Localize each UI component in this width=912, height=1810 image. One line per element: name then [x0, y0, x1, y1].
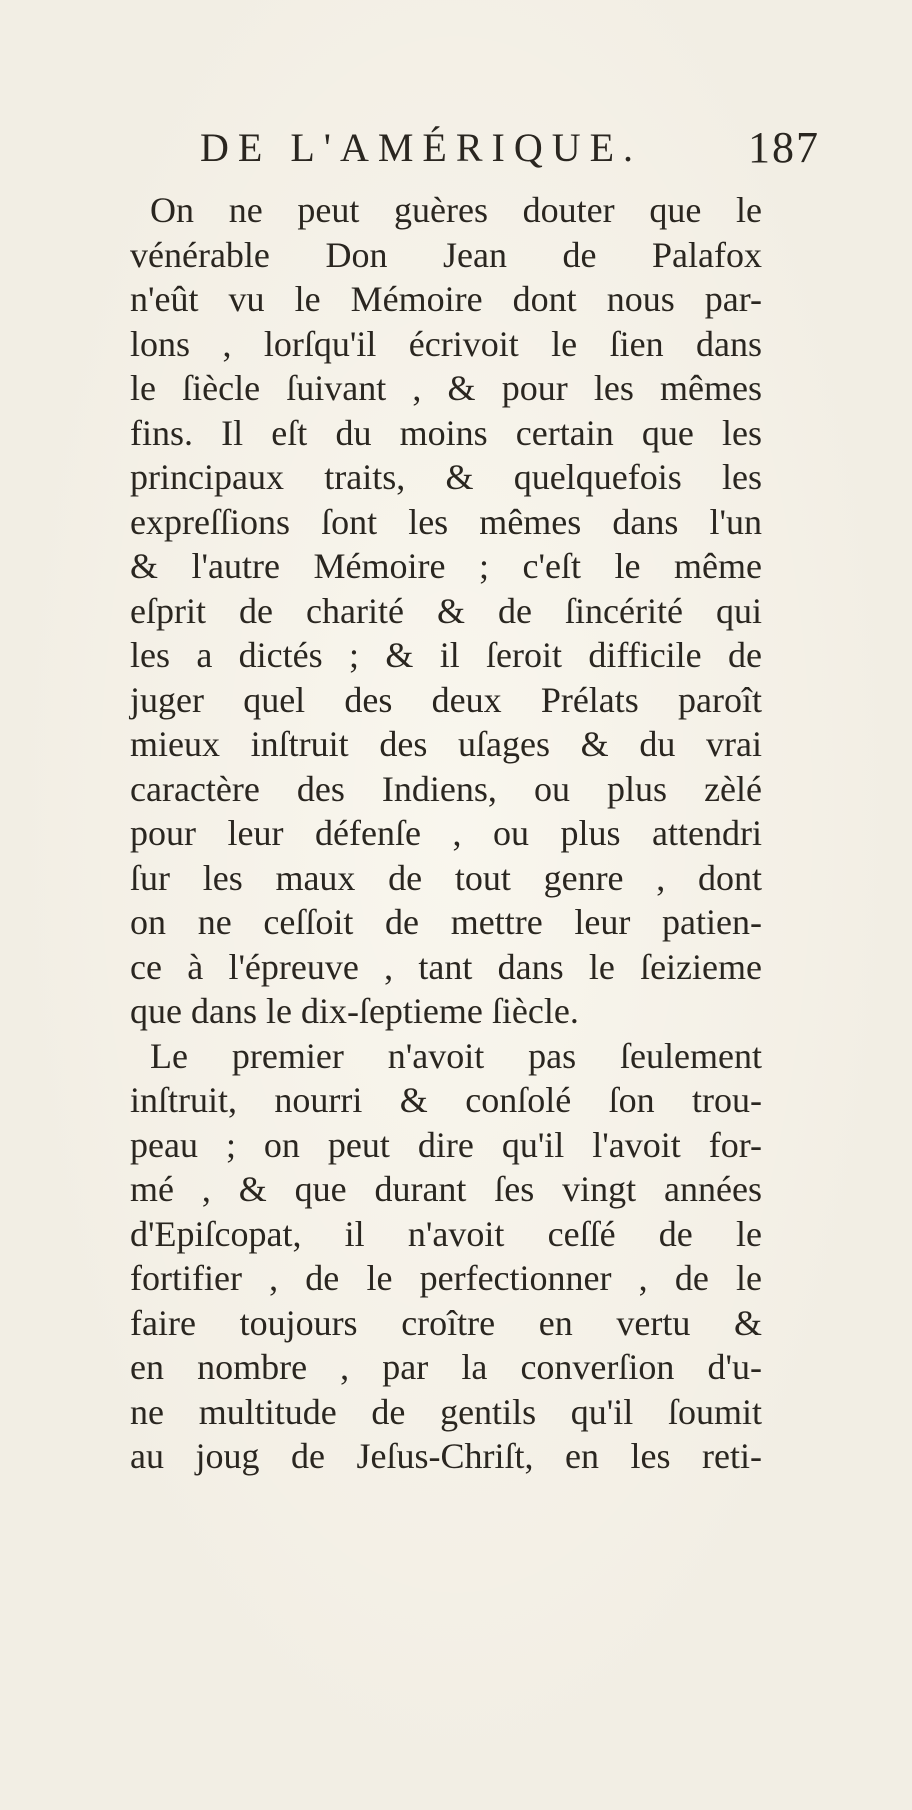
text-line: ce à l'épreuve , tant dans le ſeizieme	[130, 946, 762, 987]
text-line: ne multitude de gentils qu'il ſoumit	[130, 1391, 762, 1432]
text-line: faire toujours croître en vertu &	[130, 1302, 762, 1343]
text-line: mieux inſtruit des uſages & du vrai	[130, 724, 762, 764]
text-line: on ne ceſſoit de mettre leur patien-	[130, 902, 762, 942]
text-line: en nombre , par la converſion d'u-	[130, 1347, 762, 1387]
text-line: inſtruit, nourri & conſolé ſon trou-	[130, 1080, 762, 1120]
text-line: principaux traits, & quelquefois les	[130, 457, 762, 497]
text-line: fins. Il eſt du moins certain que les	[130, 412, 762, 453]
text-line: fortifier , de le perfectionner , de le	[130, 1258, 762, 1298]
text-line: d'Epiſcopat, il n'avoit ceſſé de le	[130, 1213, 762, 1254]
text-line: expreſſions ſont les mêmes dans l'un	[130, 501, 762, 542]
text-line: les a dictés ; & il ſeroit difficile de	[130, 635, 762, 675]
text-line: eſprit de charité & de ſincérité qui	[130, 590, 762, 631]
text-line: lons , lorſqu'il écrivoit le ſien dans	[130, 323, 762, 364]
text-line: Le premier n'avoit pas ſeulement	[150, 1035, 762, 1076]
text-line: au joug de Jeſus-Chriſt, en les reti-	[130, 1436, 762, 1476]
page-header	[200, 124, 820, 184]
text-line: & l'autre Mémoire ; c'eſt le même	[130, 546, 762, 586]
text-line: mé , & que durant ſes vingt années	[130, 1169, 762, 1209]
page-number: 187	[748, 123, 820, 172]
text-line: pour leur défenſe , ou plus attendri	[130, 813, 762, 853]
body-text	[130, 188, 762, 1479]
text-line: n'eût vu le Mémoire dont nous par-	[130, 279, 762, 319]
text-line: vénérable Don Jean de Palafox	[130, 234, 762, 275]
text-line: le ſiècle ſuivant , & pour les mêmes	[130, 368, 762, 408]
text-line: ſur les maux de tout genre , dont	[130, 857, 762, 898]
text-line: caractère des Indiens, ou plus zèlé	[130, 768, 762, 809]
running-head: DE L'AMÉRIQUE.	[200, 125, 643, 170]
text-line: que dans le dix-ſeptieme ſiècle.	[130, 991, 579, 1031]
text-line: peau ; on peut dire qu'il l'avoit for-	[130, 1124, 762, 1165]
text-line: On ne peut guères douter que le	[150, 190, 762, 230]
text-line: juger quel des deux Prélats paroît	[130, 679, 762, 720]
